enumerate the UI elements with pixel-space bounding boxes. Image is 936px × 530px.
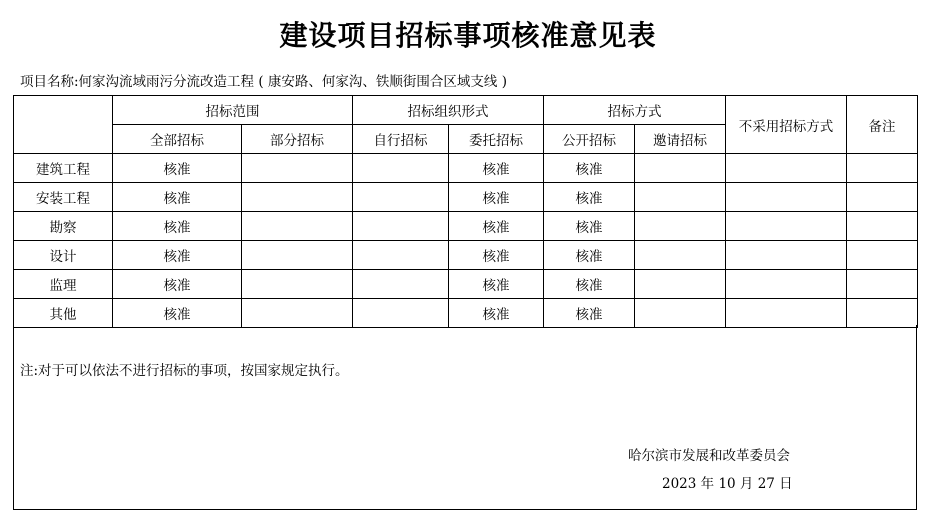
issue-date: 2023 年 10 月 27 日 <box>662 476 793 492</box>
header-entrust: 委托招标 <box>449 125 544 154</box>
cell-entrust: 核准 <box>449 299 544 328</box>
header-remark: 备注 <box>847 96 918 154</box>
table-row <box>14 270 918 299</box>
row-name: 勘察 <box>14 212 113 241</box>
cell-public: 核准 <box>544 183 635 212</box>
header-partial: 部分招标 <box>242 125 353 154</box>
approval-table <box>13 95 918 328</box>
table-row <box>14 154 918 183</box>
cell-full: 核准 <box>113 241 242 270</box>
cell-full: 核准 <box>113 299 242 328</box>
cell-remark <box>847 270 918 299</box>
project-name: 项目名称:何家沟流域雨污分流改造工程 ( 康安路、何家沟、铁顺街围合区域支线 ) <box>20 74 507 90</box>
cell-invite <box>635 154 726 183</box>
row-name: 安装工程 <box>14 183 113 212</box>
cell-full: 核准 <box>113 183 242 212</box>
cell-remark <box>847 212 918 241</box>
cell-no-bid <box>726 270 847 299</box>
cell-self <box>353 270 449 299</box>
cell-remark <box>847 183 918 212</box>
cell-no-bid <box>726 183 847 212</box>
cell-full: 核准 <box>113 270 242 299</box>
cell-remark <box>847 154 918 183</box>
cell-remark <box>847 299 918 328</box>
table-row <box>14 299 918 328</box>
cell-full: 核准 <box>113 154 242 183</box>
header-public: 公开招标 <box>544 125 635 154</box>
header-row-1 <box>14 96 918 125</box>
cell-partial <box>242 299 353 328</box>
row-name: 建筑工程 <box>14 154 113 183</box>
cell-invite <box>635 212 726 241</box>
cell-invite <box>635 299 726 328</box>
cell-partial <box>242 270 353 299</box>
cell-no-bid <box>726 299 847 328</box>
cell-no-bid <box>726 212 847 241</box>
cell-no-bid <box>726 154 847 183</box>
header-no-bid: 不采用招标方式 <box>726 96 847 154</box>
header-method: 招标方式 <box>544 96 726 125</box>
cell-partial <box>242 183 353 212</box>
table-row <box>14 241 918 270</box>
cell-invite <box>635 183 726 212</box>
cell-self <box>353 299 449 328</box>
cell-self <box>353 183 449 212</box>
header-self: 自行招标 <box>353 125 449 154</box>
corner-cell <box>14 96 113 154</box>
cell-entrust: 核准 <box>449 183 544 212</box>
cell-entrust: 核准 <box>449 270 544 299</box>
row-name: 其他 <box>14 299 113 328</box>
cell-partial <box>242 154 353 183</box>
cell-full: 核准 <box>113 212 242 241</box>
table-row <box>14 212 918 241</box>
cell-public: 核准 <box>544 270 635 299</box>
table-row <box>14 183 918 212</box>
cell-partial <box>242 212 353 241</box>
row-name: 设计 <box>14 241 113 270</box>
cell-public: 核准 <box>544 241 635 270</box>
cell-invite <box>635 241 726 270</box>
cell-self <box>353 212 449 241</box>
issuing-organization: 哈尔滨市发展和改革委员会 <box>628 448 790 464</box>
cell-entrust: 核准 <box>449 241 544 270</box>
cell-invite <box>635 270 726 299</box>
header-org-form: 招标组织形式 <box>353 96 544 125</box>
header-invite: 邀请招标 <box>635 125 726 154</box>
row-name: 监理 <box>14 270 113 299</box>
cell-public: 核准 <box>544 212 635 241</box>
cell-self <box>353 241 449 270</box>
notes-box <box>13 325 917 510</box>
cell-no-bid <box>726 241 847 270</box>
cell-partial <box>242 241 353 270</box>
cell-self <box>353 154 449 183</box>
cell-entrust: 核准 <box>449 154 544 183</box>
page-title: 建设项目招标事项核准意见表 <box>279 19 657 52</box>
note-text: 注:对于可以依法不进行招标的事项，按国家规定执行。 <box>20 363 349 379</box>
cell-entrust: 核准 <box>449 212 544 241</box>
cell-remark <box>847 241 918 270</box>
header-scope: 招标范围 <box>113 96 353 125</box>
header-full: 全部招标 <box>113 125 242 154</box>
cell-public: 核准 <box>544 154 635 183</box>
cell-public: 核准 <box>544 299 635 328</box>
